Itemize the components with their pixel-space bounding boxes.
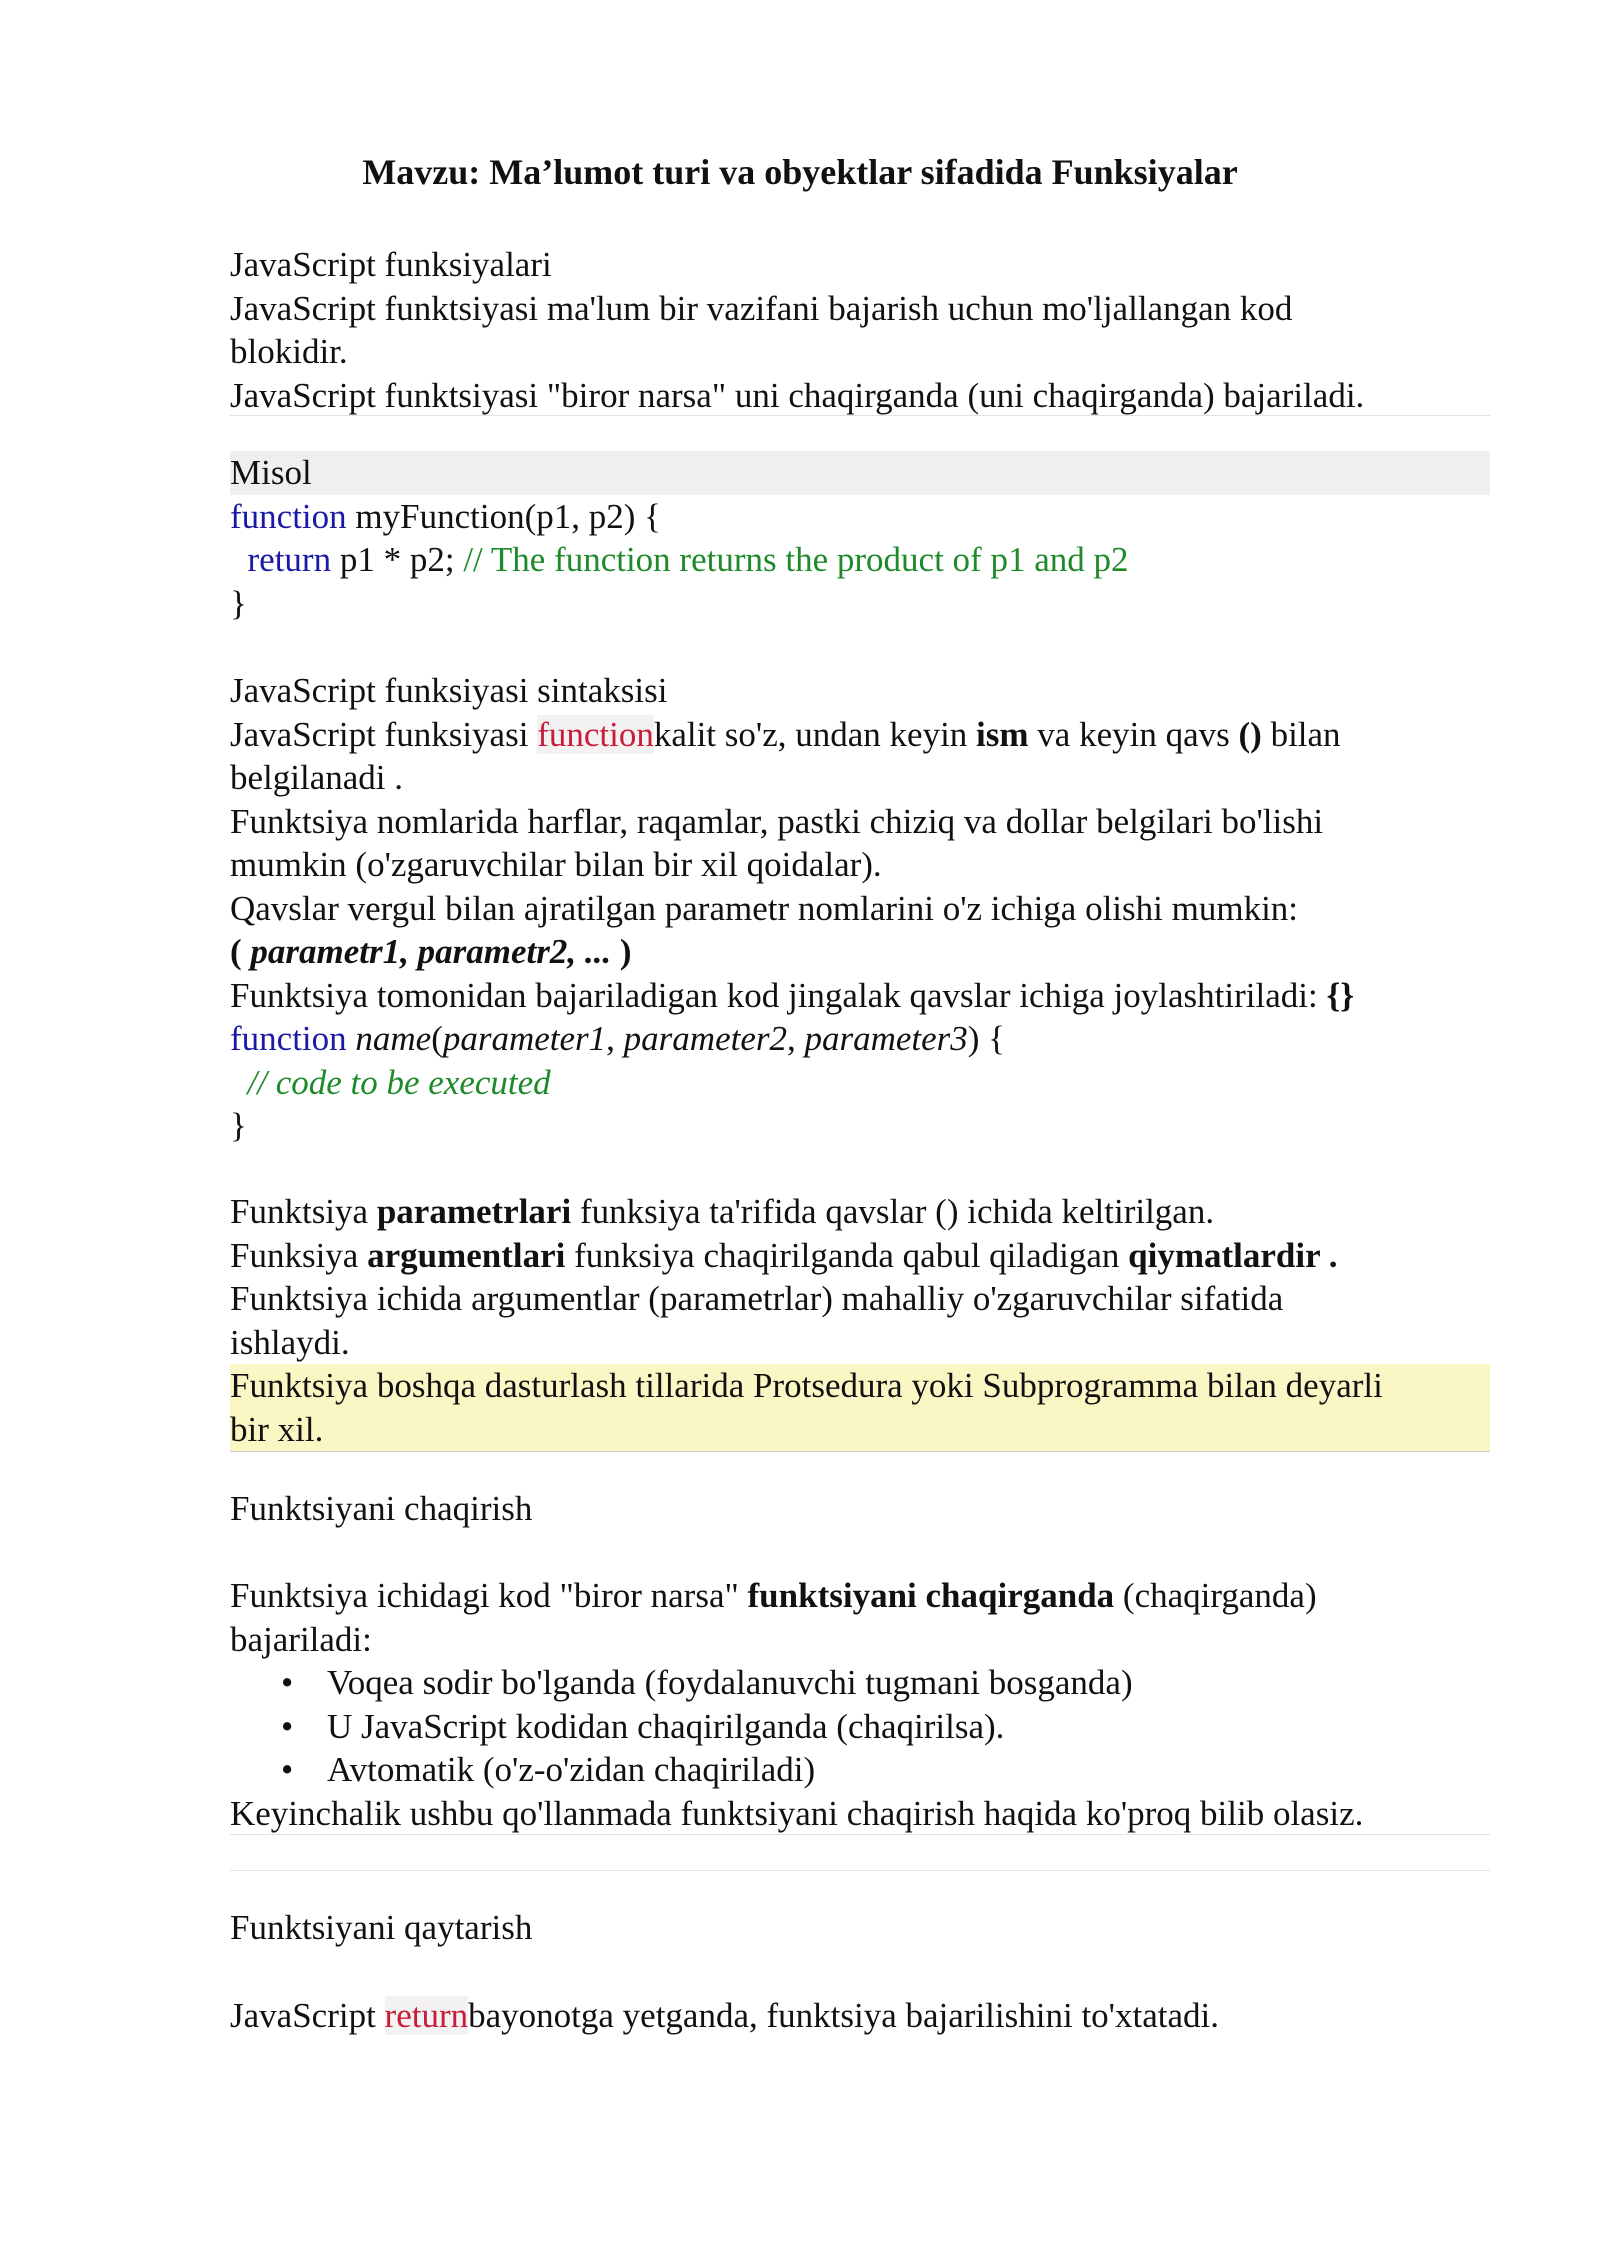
text-span: va keyin qavs [1028,714,1239,754]
text-span: , [786,1019,805,1058]
syntax-line: Funktsiya nomlarida harflar, raqamlar, pastki chiziq va dollar belgilari bo'lishi [230,801,1324,841]
keyword-function: function [230,496,347,536]
section-divider [230,1870,1490,1871]
bold-span: ) [611,932,632,971]
params-line: Funktsiya ichida argumentlar (parametrlar) mahalliy o'zgaruvchilar sifatida [230,1279,1284,1318]
params-section [230,1190,1490,1451]
calling-body [230,1574,1490,1835]
code-line [230,1017,1490,1061]
code-param: parameter3 [804,1019,968,1058]
text-span: JavaScript funksiyasi [230,714,538,754]
syntax-line [230,974,1490,1018]
page-title: Mavzu: Ma’lumot turi va obyektlar sifadida Funksiyalar [362,152,1238,192]
text-span: JavaScript [230,1996,385,2035]
text-span: bayonotga yetganda, funktsiya bajarilishini to'xtatadi. [468,1996,1219,2035]
example-label: Misol [230,451,1490,495]
syntax-section [230,669,1490,1148]
bold-span: ism [976,714,1029,754]
highlight-line: Funktsiya boshqa dasturlash tillarida Protsedura yoki Subprogramma bilan deyarli [230,1366,1383,1405]
text-span: kalit so'z, undan keyin [653,714,977,754]
syntax-line: Qavslar vergul bilan ajratilgan parametr nomlarini o'z ichiga olishi mumkin: [230,888,1299,928]
list-item [230,1748,1490,1792]
text-span: funksiya chaqirilganda qabul qiladigan [565,1235,1129,1275]
section-divider [230,1834,1490,1835]
returning-body [230,1994,1490,2038]
bold-span: {} [1326,975,1355,1015]
intro-heading: JavaScript funksiyalari [230,245,552,284]
bold-span: argumentlari [367,1235,566,1275]
code-signature: myFunction(p1, p2) { [346,496,661,536]
code-line [230,1061,1490,1105]
code-line: } [230,583,247,623]
code-name: name [355,1019,432,1058]
calling-section [230,1487,1490,1531]
code-line [230,495,1490,539]
text-span: funksiya ta'rifida qavslar () ichida keltirilgan. [571,1192,1215,1231]
text-span: , [606,1019,624,1058]
params-line [230,1234,1490,1278]
section-divider [230,1451,1490,1452]
keyword-return: return [247,540,332,579]
bold-span: funktsiyani chaqirganda [747,1576,1115,1615]
text-span: ) { [967,1019,1006,1058]
code-body: p1 * p2; [331,540,464,579]
syntax-line [230,930,1490,974]
code-comment: // code to be executed [247,1062,551,1102]
params-line [230,1190,1490,1234]
inline-code-return: return [384,1996,469,2035]
list-item [230,1661,1490,1705]
returning-section [230,1906,1490,1950]
list-item-text: Voqea sodir bo'lganda (foydalanuvchi tugmani bosganda) [327,1663,1133,1702]
intro-line: blokidir. [230,332,348,371]
text-span: Funksiya [230,1235,368,1275]
bold-span: qiymatlardir . [1128,1235,1338,1275]
syntax-line: mumkin (o'zgaruvchilar bilan bir xil qoidalar). [230,845,882,884]
text-span: Funktsiya [230,1192,377,1231]
intro-line: JavaScript funktsiyasi "biror narsa" uni chaqirganda (uni chaqirganda) bajariladi. [230,375,1365,415]
list-item-text: Avtomatik (o'z-o'zidan chaqiriladi) [327,1750,816,1789]
calling-line: Keyinchalik ushbu qo'llanmada funktsiyani chaqirish haqida ko'proq bilib olasiz. [230,1793,1364,1833]
bullet: • [281,1663,294,1702]
inline-code-function: function [537,714,654,754]
bullet: • [281,1750,294,1789]
syntax-line [230,713,1490,757]
example-section [230,451,1490,625]
code-line: } [230,1106,247,1145]
bold-span: parametrlari [376,1192,572,1231]
code-param: parameter2 [623,1019,787,1058]
list-item-text: U JavaScript kodidan chaqirilganda (chaqirilsa). [327,1706,1005,1746]
keyword-function: function [230,1019,347,1058]
text-span: Funktsiya tomonidan bajariladigan kod jingalak qavslar ichiga joylashtiriladi: [230,975,1327,1015]
code-comment: // The function returns the product of p1 and p2 [463,540,1129,579]
params-line: ishlaydi. [230,1322,350,1362]
intro-line: JavaScript funktsiyasi ma'lum bir vazifani bajarish uchun mo'ljallangan kod [230,288,1293,328]
text-span: (chaqirganda) [1114,1576,1317,1615]
section-divider [230,415,1490,416]
returning-line [230,1994,1490,2038]
code-param: parameter1 [442,1019,607,1058]
text-span: Funktsiya ichidagi kod "biror narsa" [230,1576,748,1615]
highlight-line: bir xil. [230,1409,324,1449]
list-item [230,1705,1490,1749]
text-span: ( [431,1019,443,1058]
bold-span: () [1238,714,1262,754]
bullet: • [281,1706,294,1746]
text-span: bilan [1261,714,1341,754]
syntax-heading: JavaScript funksiyasi sintaksisi [230,671,668,710]
highlighted-note [230,1364,1490,1451]
bold-span: ( [230,932,251,971]
calling-heading: Funktsiyani chaqirish [230,1489,533,1528]
syntax-line: belgilanadi . [230,758,404,797]
intro-section [230,243,1490,417]
bold-italic-span: parametr1, parametr2, ... [250,932,612,971]
code-line [230,538,1490,582]
calling-line [230,1574,1490,1618]
bullet-list [230,1661,1490,1792]
returning-heading: Funktsiyani qaytarish [230,1908,533,1947]
calling-line: bajariladi: [230,1619,372,1659]
